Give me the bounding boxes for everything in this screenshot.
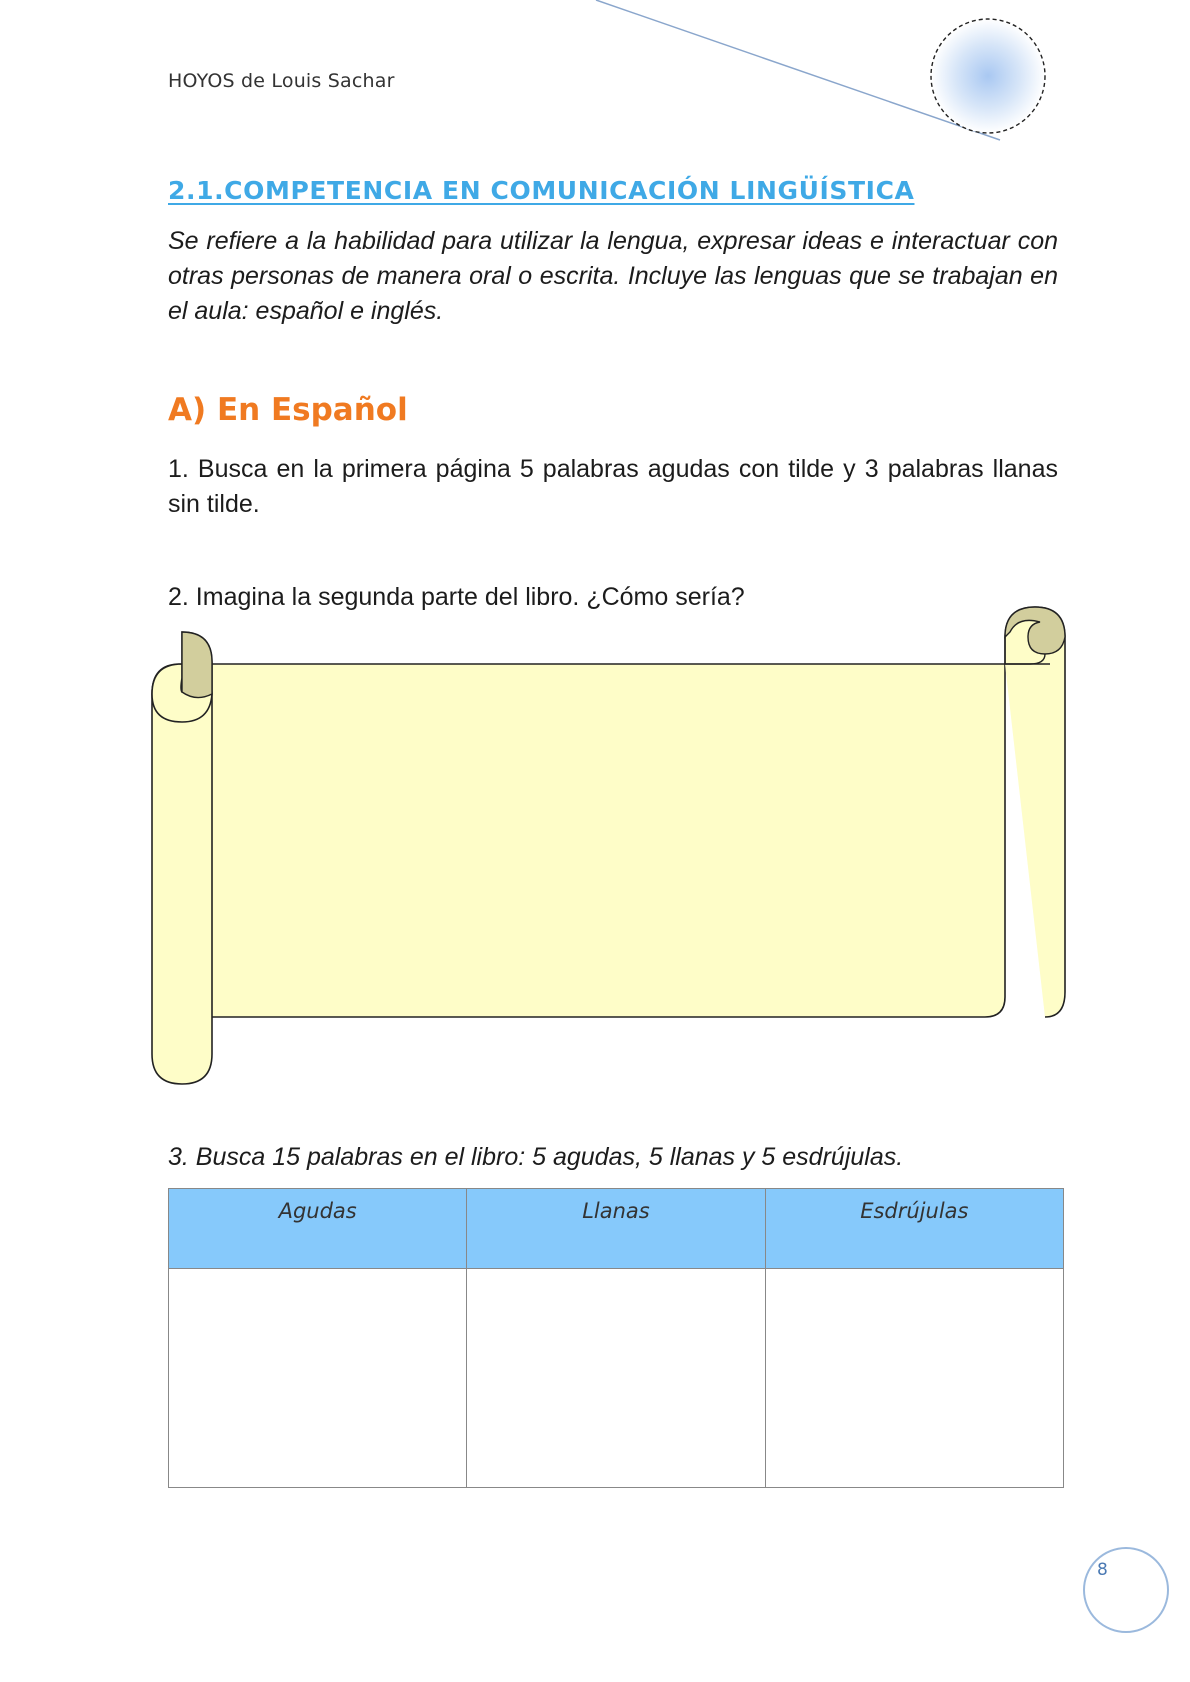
column-header-esdrujulas: Esdrújulas [765, 1189, 1063, 1269]
scroll-sheet [196, 664, 1005, 1017]
column-header-agudas: Agudas [169, 1189, 467, 1269]
scroll-answer-area[interactable] [150, 592, 1080, 1122]
table-row [169, 1269, 1064, 1488]
scroll-top-roll [1005, 607, 1065, 1017]
decorative-circle-icon [931, 19, 1045, 133]
section-intro: Se refiere a la habilidad para utilizar la lengua, expresar ideas e interactuar con otras personas de manera oral o escrita. Incluye las lenguas que se trabajan en el aula: español e inglés. [168, 227, 1058, 325]
subsection-heading: A) En Español [168, 392, 408, 428]
section-title: 2.1.COMPETENCIA EN COMUNICACIÓN LINGÜÍSTICA [168, 176, 915, 205]
table-header-row [169, 1189, 1064, 1269]
answer-cell-llanas[interactable] [467, 1269, 765, 1488]
scroll-left-roll [152, 664, 212, 1084]
answer-cell-agudas[interactable] [169, 1269, 467, 1488]
word-classification-table [168, 1188, 1064, 1488]
answer-cell-esdrujulas[interactable] [765, 1269, 1063, 1488]
exercise-2: 2. Imagina la segunda parte del libro. ¿Cómo sería? [168, 583, 745, 611]
exercise-3: 3. Busca 15 palabras en el libro: 5 agudas, 5 llanas y 5 esdrújulas. [168, 1143, 904, 1171]
exercise-1: 1. Busca en la primera página 5 palabras agudas con tilde y 3 palabras llanas sin tilde. [168, 455, 1058, 518]
page-number-circle [1083, 1547, 1169, 1633]
page-number: 8 [1097, 1560, 1108, 1580]
running-header: HOYOS de Louis Sachar [168, 70, 395, 92]
column-header-llanas: Llanas [467, 1189, 765, 1269]
